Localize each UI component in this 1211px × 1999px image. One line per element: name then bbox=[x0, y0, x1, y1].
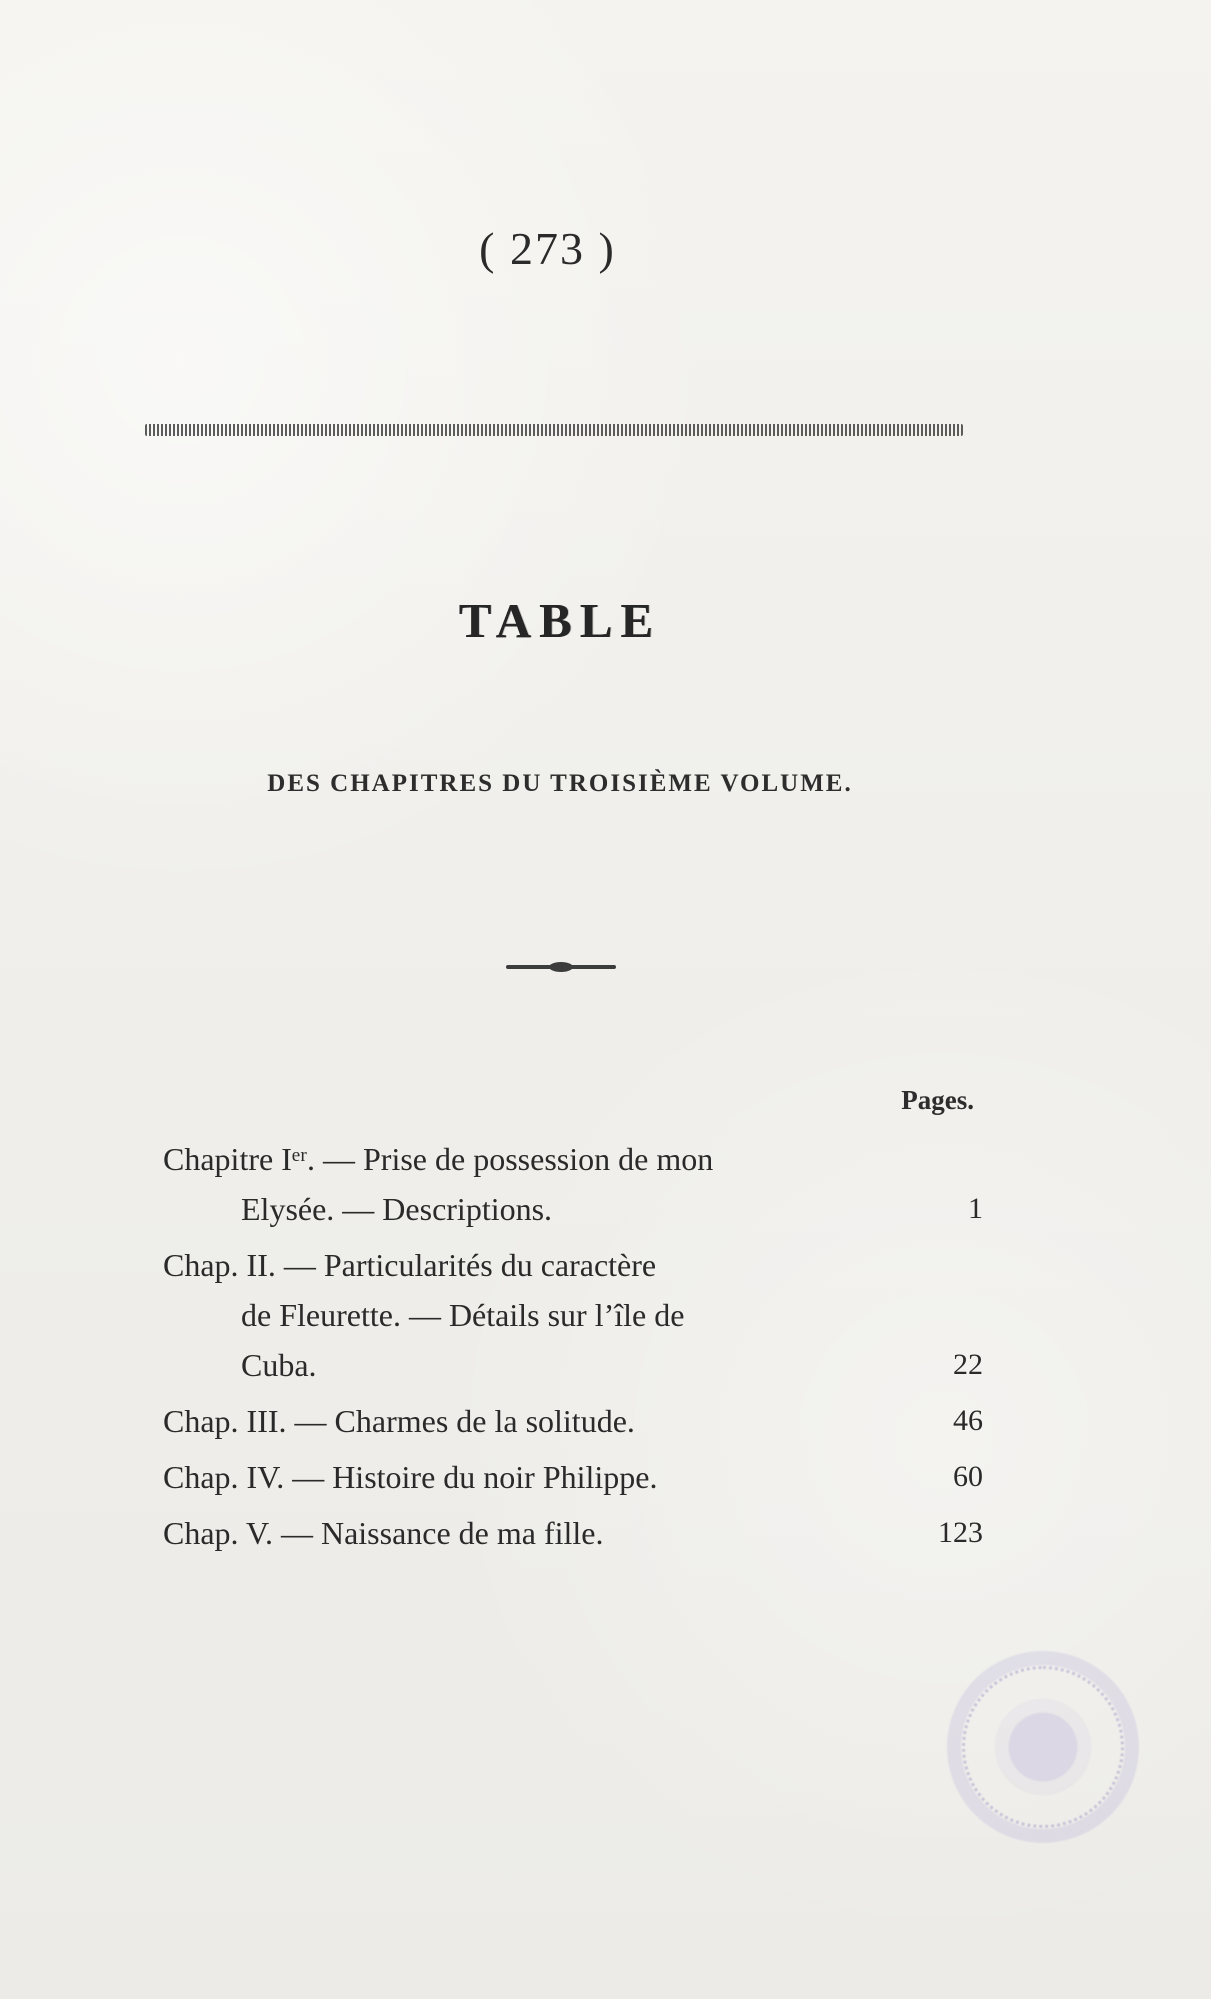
toc-entry bbox=[163, 1240, 983, 1390]
ornament-divider bbox=[506, 965, 616, 969]
toc-page-number: 123 bbox=[938, 1516, 983, 1549]
table-of-contents bbox=[163, 1134, 983, 1564]
toc-line: de Fleurette. — Détails sur l’île de bbox=[241, 1297, 685, 1333]
toc-line: Elysée. — Descriptions. bbox=[241, 1191, 553, 1227]
toc-page-number: 60 bbox=[953, 1460, 983, 1493]
page-subtitle: DES CHAPITRES DU TROISIÈME VOLUME. bbox=[267, 770, 853, 797]
toc-line: Chap. II. — Particularités du caractère bbox=[163, 1247, 657, 1283]
toc-entry bbox=[163, 1508, 983, 1558]
decorative-rule bbox=[145, 424, 963, 436]
toc-entry bbox=[163, 1134, 983, 1234]
library-stamp bbox=[944, 1648, 1142, 1846]
page-title: TABLE bbox=[458, 593, 662, 648]
toc-page-number: 1 bbox=[968, 1192, 983, 1225]
toc-page-number: 22 bbox=[953, 1348, 983, 1381]
pages-label: Pages. bbox=[901, 1085, 974, 1115]
toc-line: Chap. III. — Charmes de la solitude. bbox=[163, 1403, 635, 1439]
toc-line: Chapitre Iᵉʳ. — Prise de possession de mon bbox=[163, 1141, 714, 1177]
toc-entry bbox=[163, 1396, 983, 1446]
toc-line: Chap. IV. — Histoire du noir Philippe. bbox=[163, 1459, 658, 1495]
toc-line: Chap. V. — Naissance de ma fille. bbox=[163, 1515, 604, 1551]
toc-page-number: 46 bbox=[953, 1404, 983, 1437]
toc-line: Cuba. bbox=[241, 1347, 317, 1383]
toc-entry bbox=[163, 1452, 983, 1502]
page-number: ( 273 ) bbox=[479, 223, 616, 274]
